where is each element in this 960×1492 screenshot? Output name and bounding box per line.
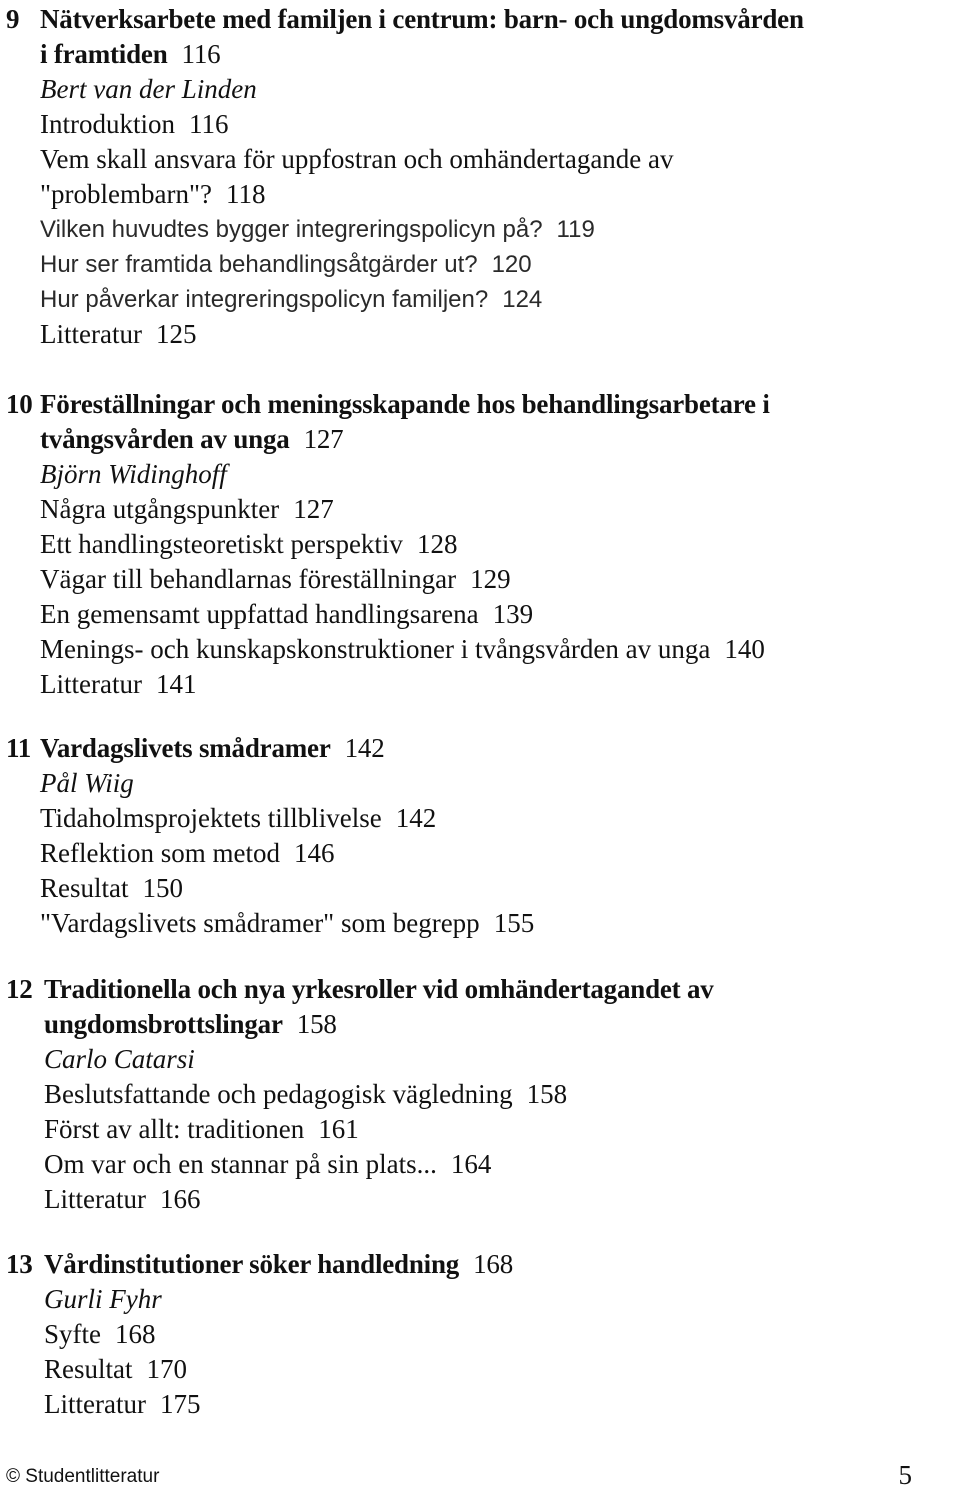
toc-entry: Om var och en stannar på sin plats... 164 — [44, 1149, 492, 1179]
toc-entry: Några utgångspunkter 127 — [40, 494, 334, 524]
toc-entry: Tidaholmsprojektets tillblivelse 142 — [40, 803, 437, 833]
chapter-page: 168 — [473, 1249, 514, 1279]
toc-entry: "Vardagslivets smådramer" som begrepp 155 — [40, 908, 535, 938]
chapter-number: 10 — [6, 389, 33, 419]
chapter-title-continued: tvångsvården av unga — [40, 424, 290, 454]
chapter-10 — [0, 387, 960, 702]
chapter-author: Carlo Catarsi — [44, 1044, 195, 1074]
chapter-page: 127 — [303, 424, 344, 454]
toc-entry: Resultat 170 — [44, 1354, 187, 1384]
copyright-notice: © Studentlitteratur — [6, 1466, 160, 1487]
chapter-heading — [0, 972, 960, 1007]
toc-entry: Litteratur 125 — [40, 319, 197, 349]
chapter-author: Bert van der Linden — [40, 74, 257, 104]
toc-entry: Vägar till behandlarnas föreställningar 129 — [40, 564, 511, 594]
chapter-11 — [0, 731, 960, 941]
toc-entry: Menings- och kunskapskonstruktioner i tvångsvården av unga 140 — [40, 634, 765, 664]
chapter-page: 142 — [344, 733, 385, 763]
chapter-page: 158 — [296, 1009, 337, 1039]
chapter-heading — [0, 1247, 960, 1282]
chapter-title: Vårdinstitutioner söker handledning — [44, 1249, 460, 1279]
toc-entry: "problembarn"? 118 — [40, 179, 266, 209]
chapter-page: 116 — [181, 39, 221, 69]
chapter-number: 13 — [6, 1249, 33, 1279]
toc-entry: Litteratur 141 — [40, 669, 197, 699]
chapter-heading — [0, 731, 960, 766]
toc-entry: En gemensamt uppfattad handlingsarena 139 — [40, 599, 534, 629]
chapter-heading — [0, 2, 960, 37]
chapter-number: 9 — [6, 4, 20, 34]
page-number: 5 — [898, 1460, 912, 1490]
toc-entry: Hur påverkar integreringspolicyn familjen? 124 — [40, 286, 543, 313]
chapter-title: Föreställningar och meningsskapande hos behandlingsarbetare i — [40, 389, 770, 419]
chapter-heading-continued — [0, 422, 960, 457]
chapter-title: Vardagslivets smådramer — [40, 733, 331, 763]
toc-entry: Introduktion 116 — [40, 109, 229, 139]
chapter-title-continued: ungdomsbrottslingar — [44, 1009, 283, 1039]
toc-entry: Resultat 150 — [40, 873, 183, 903]
toc-entry: Beslutsfattande och pedagogisk vägledning 158 — [44, 1079, 568, 1109]
toc-entry: Ett handlingsteoretiskt perspektiv 128 — [40, 529, 458, 559]
chapter-heading — [0, 387, 960, 422]
chapter-heading-continued — [0, 1007, 960, 1042]
toc-entry: Först av allt: traditionen 161 — [44, 1114, 359, 1144]
toc-entry: Reflektion som metod 146 — [40, 838, 335, 868]
toc-entry: Syfte 168 — [44, 1319, 156, 1349]
chapter-author: Gurli Fyhr — [44, 1284, 162, 1314]
toc-entry: Litteratur 175 — [44, 1389, 201, 1419]
toc-entry: Litteratur 166 — [44, 1184, 201, 1214]
toc-entry: Vilken huvudtes bygger integreringspolicyn på? 119 — [40, 216, 595, 243]
chapter-13 — [0, 1247, 960, 1422]
chapter-author: Björn Widinghoff — [40, 459, 227, 489]
chapter-12 — [0, 972, 960, 1217]
chapter-heading-continued — [0, 37, 960, 72]
toc-entry: Vem skall ansvara för uppfostran och omhändertagande av — [40, 144, 674, 174]
chapter-author: Pål Wiig — [40, 768, 134, 798]
chapter-9 — [0, 2, 960, 352]
chapter-title: Nätverksarbete med familjen i centrum: barn- och ungdomsvården — [40, 4, 804, 34]
chapter-title: Traditionella och nya yrkesroller vid omhändertagandet av — [44, 974, 714, 1004]
chapter-title-continued: i framtiden — [40, 39, 168, 69]
chapter-number: 12 — [6, 974, 33, 1004]
chapter-number: 11 — [6, 733, 32, 763]
toc-entry: Hur ser framtida behandlingsåtgärder ut? 120 — [40, 251, 532, 278]
